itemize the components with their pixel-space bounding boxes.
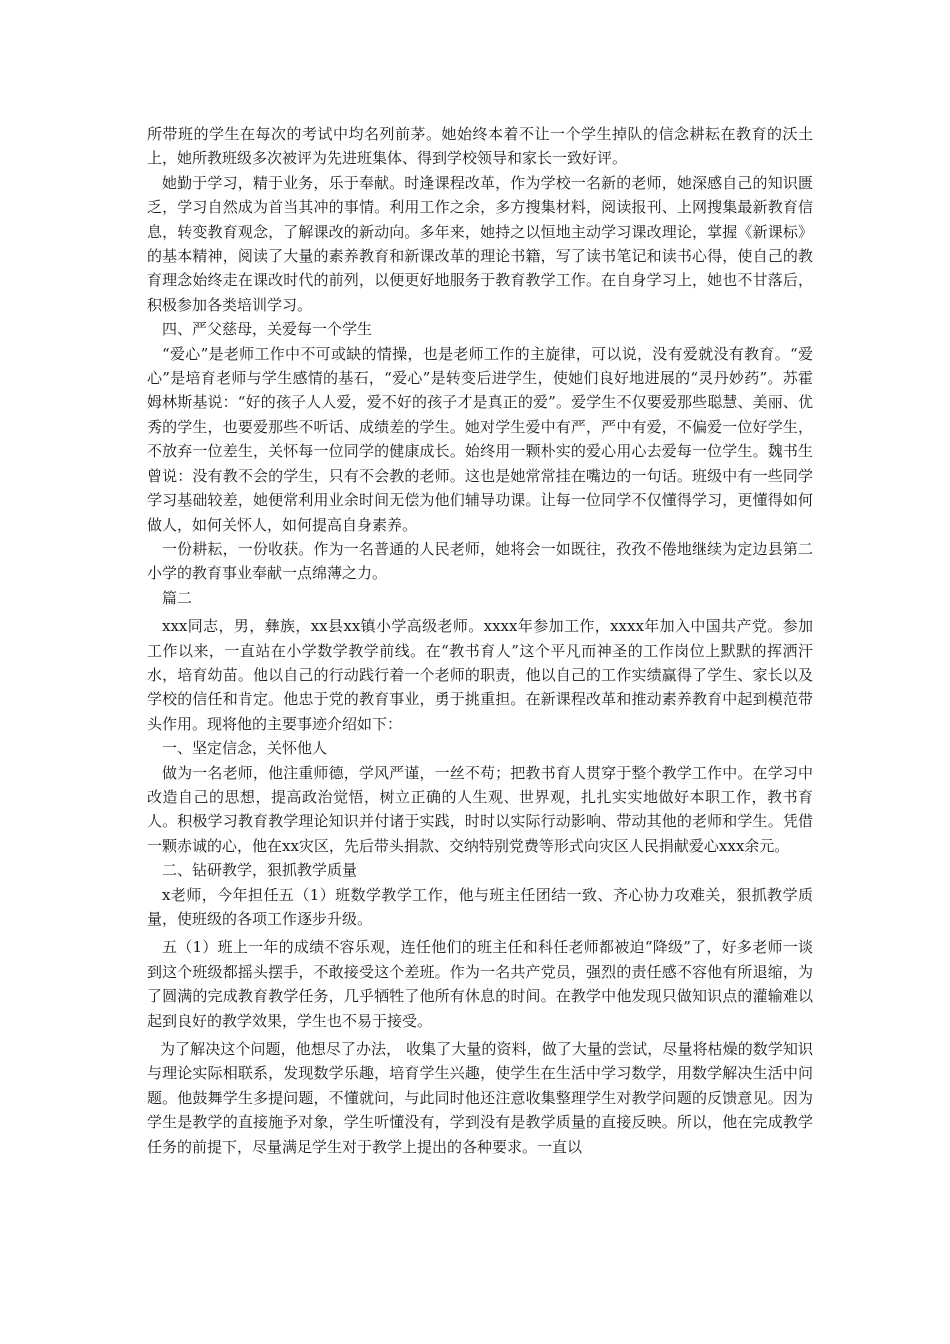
paragraph-3: “爱心”是老师工作中不可或缺的情操，也是老师工作的主旋律，可以说，没有爱就没有教育。“爱心”是培育老师与学生感情的基石，“爱心”是转变后进学生，使她们良好地进展的“灵丹妙药”。苏霍姆林斯基说：“好的孩子人人爱，爱不好的孩子才是真正的爱”。爱学生不仅要爱那些聪慧、美丽、优秀的学生，也要爱那些不听话、成绩差的学生。她对学生爱中有严，严中有爱，不偏爱一位好学生，不放弃一位差生，关怀每一位同学的健康成长。始终用一颗朴实的爱心用心去爱每一位学生。魏书生曾说：没有教不会的学生，只有不会教的老师。这也是她常常挂在嘴边的一句话。班级中有一些同学学习基础较差，她便常利用业余时间无偿为他们辅导功课。让每一位同学不仅懂得学习，更懂得如何做人，如何关怀人，如何提高自身素养。 xyxy=(147,344,813,534)
part-heading-2: 篇二 xyxy=(162,588,193,607)
paragraph-9: 为了解决这个问题，他想尽了办法， 收集了大量的资料，做了大量的尝试，尽量将枯燥的数学知识与理论实际相联系，发现数学乐趣，培育学生兴趣，使学生在生活中学习数学，用数学解决生活中问题。他鼓舞学生多提问题，不懂就问，与此同时他还注意收集整理学生对教学问题的反馈意见。因为学生是教学的直接施予对象，学生听懂没有，学到没有是教学质量的直接反映。所以，他在完成教学任务的前提下，尽量满足学生对于教学上提出的各种要求。一直以 xyxy=(147,1040,813,1156)
paragraph-2: 她勤于学习，精于业务，乐于奉献。时逢课程改革，作为学校一名新的老师，她深感自己的知识匮乏，学习自然成为首当其冲的事情。利用工作之余，多方搜集材料，阅读报刊、上网搜集最新教育信息，转变教育观念，了解课改的新动向。多年来，她持之以恒地主动学习课改理论，掌握《新课标》的基本精神，阅读了大量的素养教育和新课改革的理论书籍，写了读书笔记和读书心得，使自己的教育理念始终走在课改时代的前列，以便更好地服务于教育教学工作。在自身学习上，她也不甘落后，积极参加各类培训学习。 xyxy=(147,173,813,314)
paragraph-7: x老师，今年担任五（1）班数学教学工作，他与班主任团结一致、齐心协力攻难关，狠抓教学质量，使班级的各项工作逐步升级。 xyxy=(147,885,813,928)
section-heading-4: 四、严父慈母，关爱每一个学生 xyxy=(162,320,373,339)
paragraph-5: xxx同志，男，彝族，xx县xx镇小学高级老师。xxxx年参加工作，xxxx年加入中国共产党。参加工作以来，一直站在小学数学教学前线。在“教书育人”这个平凡而神圣的工作岗位上默默的挥洒汗水，培育幼苗。他以自己的行动践行着一个老师的职责，他以自己的工作实绩赢得了学生、家长以及学校的信任和肯定。他忠于党的教育事业，勇于挑重担。在新课程改革和推动素养教育中起到模范带头作用。现将他的主要事迹介绍如下： xyxy=(147,617,813,733)
section-heading-2: 二、钻研教学，狠抓教学质量 xyxy=(162,861,358,880)
paragraph-1: 所带班的学生在每次的考试中均名列前茅。她始终本着不让一个学生掉队的信念耕耘在教育的沃土上，她所教班级多次被评为先进班集体、得到学校领导和家长一致好评。 xyxy=(147,125,813,168)
paragraph-8: 五（1）班上一年的成绩不容乐观，连任他们的班主任和科任老师都被迫“降级”了，好多老师一谈到这个班级都摇头摆手，不敢接受这个差班。作为一名共产党员，强烈的责任感不容他有所退缩，为了圆满的完成教育教学任务，几乎牺牲了他所有休息的时间。在教学中他发现只做知识点的灌输难以起到良好的教学效果，学生也不易于接受。 xyxy=(147,938,813,1030)
paragraph-4: 一份耕耘，一份收获。作为一名普通的人民老师，她将会一如既往，孜孜不倦地继续为定边县第二小学的教育事业奉献一点绵薄之力。 xyxy=(147,539,813,583)
section-heading-1: 一、坚定信念，关怀他人 xyxy=(162,739,328,758)
document-page xyxy=(147,122,813,1159)
paragraph-6: 做为一名老师，他注重师德，学风严谨，一丝不苟；把教书育人贯穿于整个教学工作中。在学习中改造自己的思想，提高政治觉悟，树立正确的人生观、世界观，扎扎实实地做好本职工作，教书育人。积极学习教育教学理论知识并付诸于实践，时时以实际行动影响、带动其他的老师和学生。凭借一颗赤诚的心，他在xx灾区，先后带头捐款、交纳特别党费等形式向灾区人民捐献爱心xxx余元。 xyxy=(147,763,813,855)
